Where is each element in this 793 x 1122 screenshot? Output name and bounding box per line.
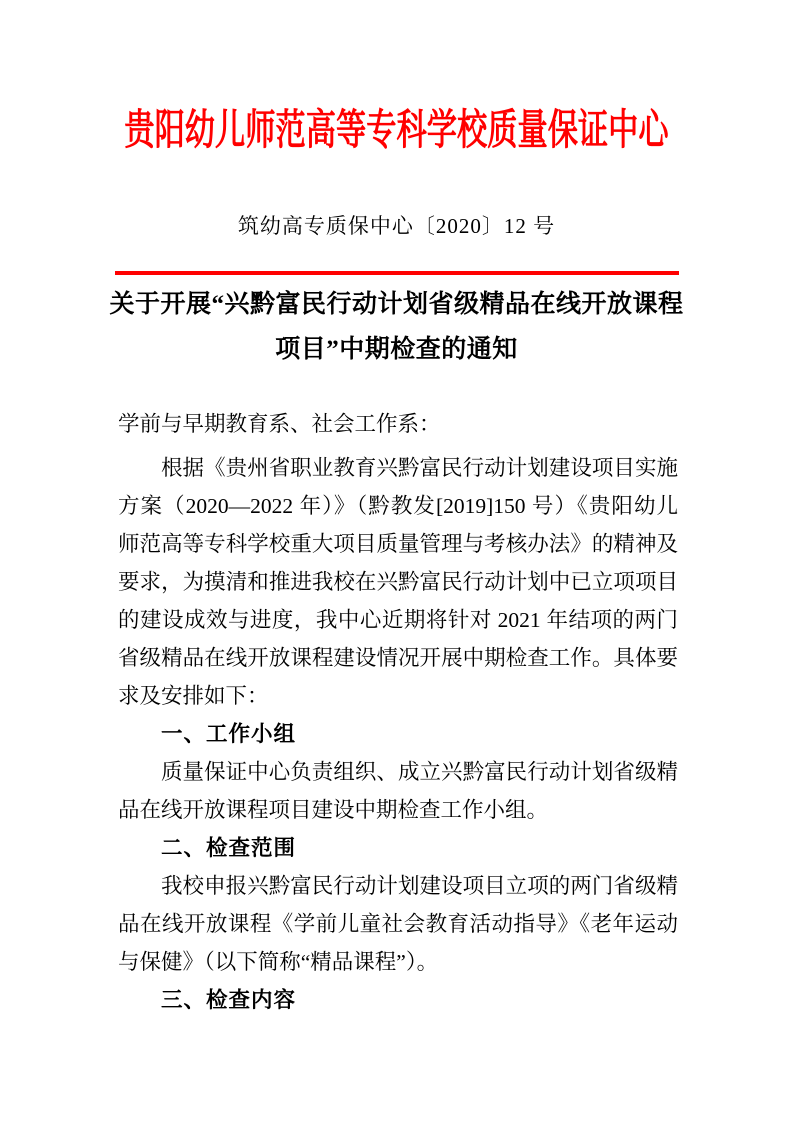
section-heading-1: 一、工作小组 [161,722,297,746]
section-1-paragraph: 质量保证中心负责组织、成立兴黔富民行动计划省级精品在线开放课程项目建设中期检查工作小组。 [118,760,678,822]
notice-title [0,282,793,372]
section-2-paragraph: 我校申报兴黔富民行动计划建设项目立项的两门省级精品在线开放课程《学前儿童社会教育活动指导》《老年运动与保健》（以下简称“精品课程”）。 [118,874,678,974]
notice-body [118,405,678,1019]
notice-title-line1: 关于开展“兴黔富民行动计划省级精品在线开放课程 [109,291,684,318]
paragraph-intro: 根据《贵州省职业教育兴黔富民行动计划建设项目实施方案（2020—2022 年）》（黔教发[2019]150 号）《贵阳幼儿师范高等专科学校重大项目质量管理与考核办法》的精神及要求，为摸清和推进我校在兴黔富民行动计划中已立项项目的建设成效与进度，我中心近期将针对 2021 年结项的两门省级精品在线开放课程建设情况开展中期检查工作。具体要求及安排如下： [118,456,678,708]
red-divider-rule [115,271,679,275]
salutation: 学前与早期教育系、社会工作系： [118,412,441,436]
section-heading-2: 二、检查范围 [161,836,297,860]
notice-title-line2: 项目”中期检查的通知 [275,336,518,363]
section-heading-3: 三、检查内容 [161,988,297,1012]
doc-number: 筑幼高专质保中心〔2020〕12 号 [237,214,556,238]
org-title: 贵阳幼儿师范高等专科学校质量保证中心 [124,108,669,154]
